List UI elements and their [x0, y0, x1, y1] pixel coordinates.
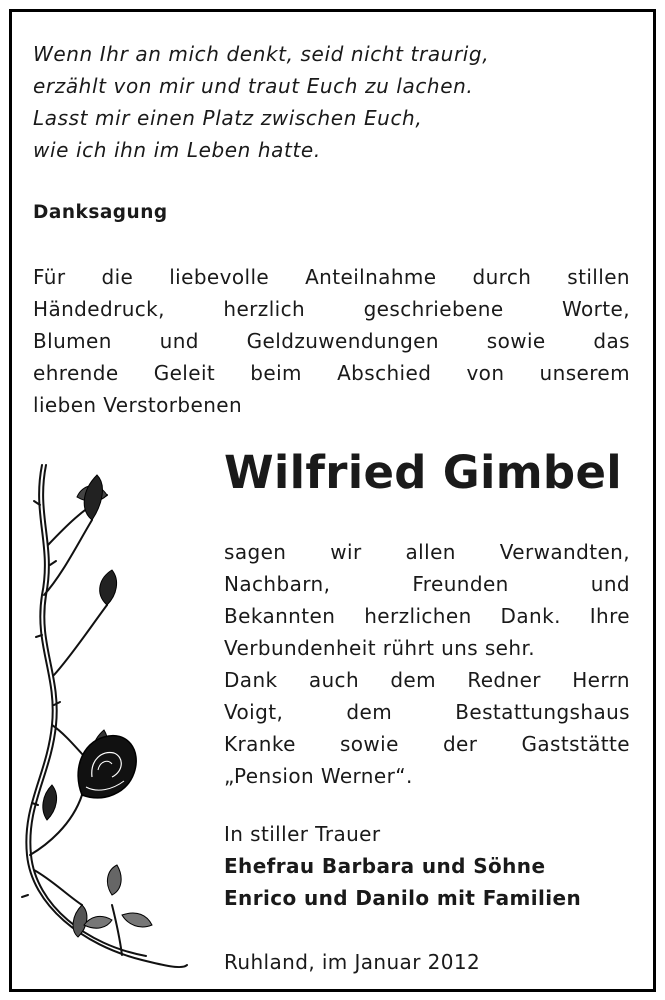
- poem-line: wie ich ihn im Leben hatte.: [33, 138, 321, 162]
- paragraph-line: ehrende Geleit beim Abschied von unserem: [33, 361, 630, 385]
- signoff-family-line: Enrico und Danilo mit Familien: [224, 886, 582, 910]
- heading-danksagung: Danksagung: [33, 202, 168, 223]
- paragraph-line: lieben Verstorbenen: [33, 393, 243, 417]
- thanks-line: Dank auch dem Redner Herrn: [224, 668, 630, 692]
- signoff: [224, 818, 581, 914]
- poem-line: Wenn Ihr an mich denkt, seid nicht traurig,: [33, 42, 490, 66]
- poem-line: Lasst mir einen Platz zwischen Euch,: [33, 106, 423, 130]
- rose-illustration: [12, 425, 212, 985]
- thanks-line: Bekannten herzlichen Dank. Ihre: [224, 604, 630, 628]
- signoff-family-line: Ehefrau Barbara und Söhne: [224, 854, 546, 878]
- thanks-line: Voigt, dem Bestattungshaus: [224, 700, 630, 724]
- thanks-paragraph: [33, 261, 630, 421]
- thanks-line: sagen wir allen Verwandten,: [224, 540, 630, 564]
- thanks-line: Nachbarn, Freunden und: [224, 572, 630, 596]
- poem-line: erzählt von mir und traut Euch zu lachen.: [33, 74, 474, 98]
- thanks-line: Verbundenheit rührt uns sehr.: [224, 636, 535, 660]
- paragraph-line: Blumen und Geldzuwendungen sowie das: [33, 329, 630, 353]
- thanks-line: Kranke sowie der Gaststätte: [224, 732, 630, 756]
- paragraph-line: Händedruck, herzlich geschriebene Worte,: [33, 297, 630, 321]
- paragraph-line: Für die liebevolle Anteilnahme durch stillen: [33, 265, 630, 289]
- poem: [33, 38, 489, 166]
- thanks-body: [224, 536, 630, 792]
- deceased-name: Wilfried Gimbel: [224, 446, 622, 499]
- thanks-line: „Pension Werner“.: [224, 764, 413, 788]
- place-date: Ruhland, im Januar 2012: [224, 950, 481, 974]
- signoff-intro: In stiller Trauer: [224, 822, 381, 846]
